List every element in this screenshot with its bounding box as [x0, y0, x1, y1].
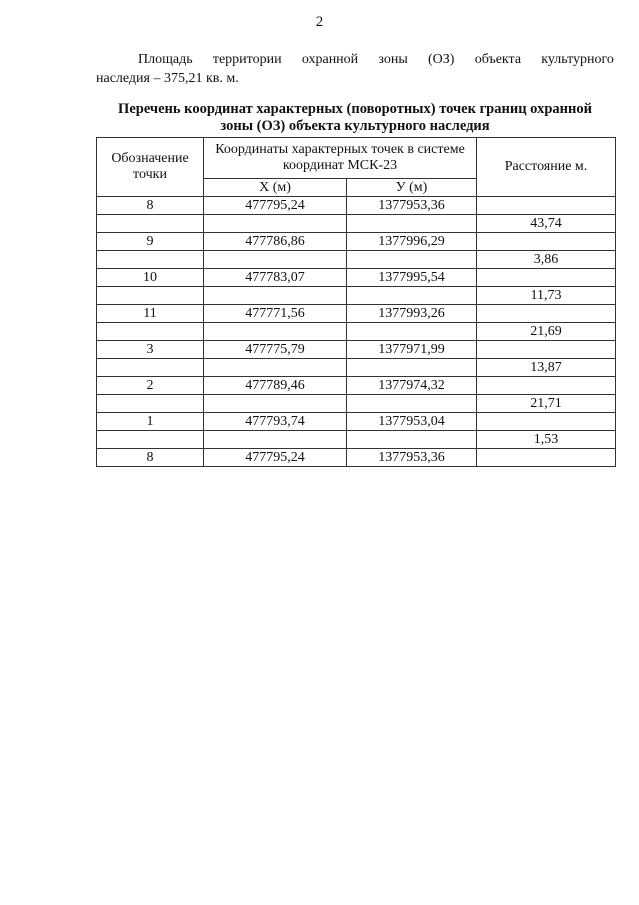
cell-x: 477775,79 [204, 341, 347, 359]
page-number: 2 [315, 14, 324, 30]
cell-y [347, 251, 477, 269]
cell-x [204, 287, 347, 305]
cell-point: 11 [97, 305, 204, 323]
cell-distance: 43,74 [477, 215, 616, 233]
cell-y [347, 215, 477, 233]
table-row [97, 323, 616, 341]
table-heading-line-1: Перечень координат характерных (поворотных) точек границ охранной [118, 101, 592, 117]
area-line-1 [96, 50, 614, 69]
cell-y: 1377971,99 [347, 341, 477, 359]
table-row [97, 287, 616, 305]
coordinates-table [96, 137, 616, 467]
cell-x [204, 395, 347, 413]
table-row [97, 377, 616, 395]
cell-distance [477, 413, 616, 431]
cell-distance: 1,53 [477, 431, 616, 449]
cell-point: 8 [97, 197, 204, 215]
table-row [97, 341, 616, 359]
cell-y: 1377974,32 [347, 377, 477, 395]
cell-y [347, 359, 477, 377]
table-row [97, 413, 616, 431]
cell-point: 1 [97, 413, 204, 431]
cell-distance [477, 449, 616, 467]
area-word: охранной [301, 52, 359, 67]
cell-point: 9 [97, 233, 204, 251]
cell-y: 1377953,04 [347, 413, 477, 431]
area-paragraph [96, 50, 614, 88]
cell-distance [477, 377, 616, 395]
cell-distance: 21,69 [477, 323, 616, 341]
table-row [97, 215, 616, 233]
cell-x [204, 215, 347, 233]
cell-x: 477795,24 [204, 197, 347, 215]
cell-x [204, 251, 347, 269]
area-word: культурного [541, 52, 614, 67]
cell-y: 1377995,54 [347, 269, 477, 287]
area-word: (ОЗ) [428, 52, 455, 67]
header-y: У (м) [347, 179, 477, 197]
table-row [97, 251, 616, 269]
table-row [97, 359, 616, 377]
header-point: Обозначение точки [97, 138, 204, 197]
cell-distance [477, 197, 616, 215]
cell-distance [477, 341, 616, 359]
cell-distance [477, 305, 616, 323]
cell-distance: 13,87 [477, 359, 616, 377]
header-distance: Расстояние м. [477, 138, 616, 197]
cell-point: 3 [97, 341, 204, 359]
cell-distance [477, 269, 616, 287]
area-word: зоны [378, 52, 408, 67]
cell-point: 10 [97, 269, 204, 287]
cell-distance: 21,71 [477, 395, 616, 413]
table-heading [96, 101, 614, 135]
cell-y [347, 287, 477, 305]
cell-y [347, 395, 477, 413]
area-word: объекта [474, 52, 522, 67]
cell-y: 1377996,29 [347, 233, 477, 251]
cell-distance: 11,73 [477, 287, 616, 305]
cell-distance [477, 233, 616, 251]
cell-point: 8 [97, 449, 204, 467]
cell-point [97, 215, 204, 233]
cell-x: 477783,07 [204, 269, 347, 287]
area-word: территории [212, 52, 282, 67]
header-coordinates: Координаты характерных точек в системе координат МСК-23 [204, 138, 477, 179]
cell-y: 1377993,26 [347, 305, 477, 323]
cell-y: 1377953,36 [347, 449, 477, 467]
cell-x: 477786,86 [204, 233, 347, 251]
cell-point [97, 395, 204, 413]
table-row [97, 233, 616, 251]
table-row [97, 197, 616, 215]
cell-x [204, 359, 347, 377]
cell-x [204, 323, 347, 341]
table-heading-line-2: зоны (ОЗ) объекта культурного наследия [220, 118, 490, 134]
cell-point: 2 [97, 377, 204, 395]
cell-point [97, 431, 204, 449]
cell-x: 477789,46 [204, 377, 347, 395]
cell-x [204, 431, 347, 449]
area-line-2: наследия – 375,21 кв. м. [96, 71, 239, 86]
cell-x: 477795,24 [204, 449, 347, 467]
cell-y [347, 431, 477, 449]
cell-point [97, 287, 204, 305]
table-row [97, 449, 616, 467]
area-word: Площадь [138, 52, 193, 67]
table-row [97, 269, 616, 287]
table-header-row [97, 138, 616, 179]
table-body [97, 197, 616, 467]
table-row [97, 305, 616, 323]
cell-distance: 3,86 [477, 251, 616, 269]
cell-y: 1377953,36 [347, 197, 477, 215]
cell-point [97, 323, 204, 341]
table-row [97, 395, 616, 413]
table-row [97, 431, 616, 449]
cell-point [97, 359, 204, 377]
cell-x: 477793,74 [204, 413, 347, 431]
cell-x: 477771,56 [204, 305, 347, 323]
cell-point [97, 251, 204, 269]
cell-y [347, 323, 477, 341]
header-x: Х (м) [204, 179, 347, 197]
